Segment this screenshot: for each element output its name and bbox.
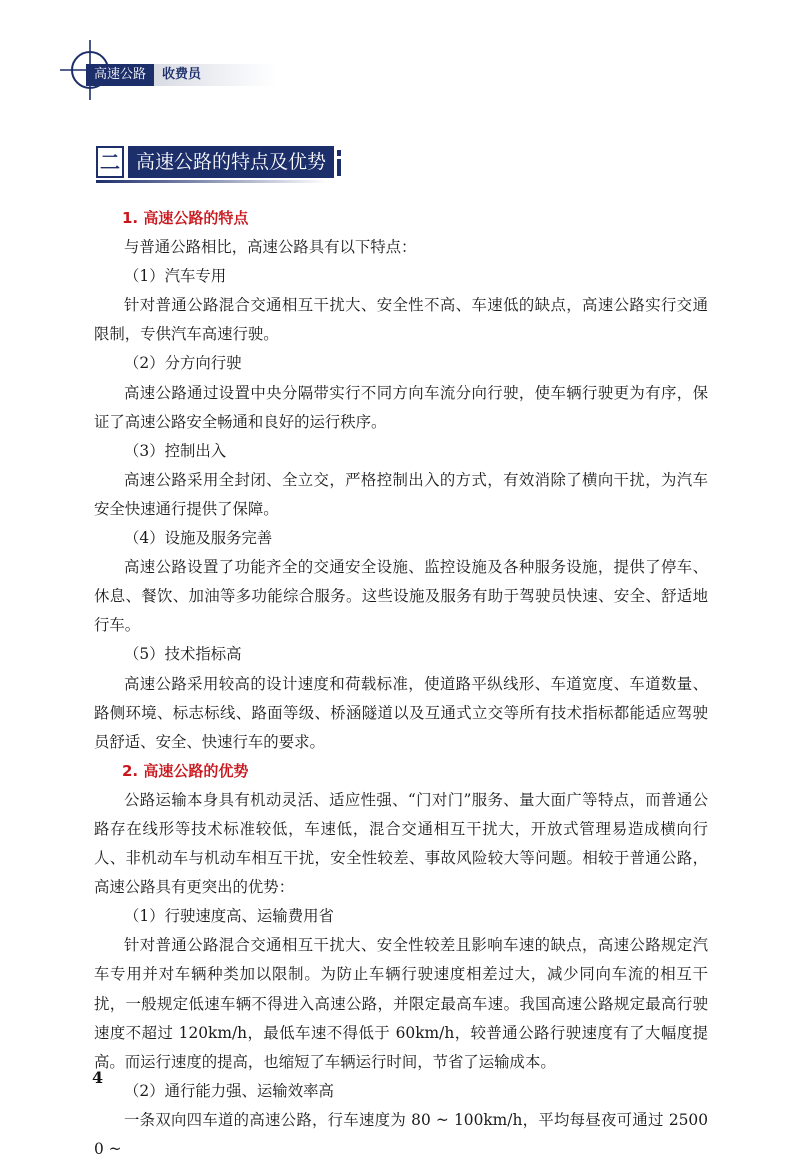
header-book-subtitle: 收费员 [154, 64, 276, 86]
paragraph: 高速公路采用全封闭、全立交，严格控制出入的方式，有效消除了横向干扰，为汽车安全快速通行提供了保障。 [94, 470, 708, 518]
section-underline [96, 180, 328, 183]
page-body [94, 204, 708, 1164]
list-item-heading: （5）技术指标高 [124, 645, 242, 664]
header-book-title: 高速公路 [86, 64, 154, 86]
paragraph: 与普通公路相比，高速公路具有以下特点： [124, 238, 417, 257]
list-item-heading: （3）控制出入 [124, 441, 227, 460]
section-title [96, 146, 345, 178]
list-item-heading: （2）分方向行驶 [124, 354, 242, 373]
subheading: 1. 高速公路的特点 [122, 209, 249, 227]
paragraph: 高速公路设置了功能齐全的交通安全设施、监控设施及各种服务设施，提供了停车、休息、餐饮、加油等多功能综合服务。这些设施及服务有助于驾驶员快速、安全、舒适地行车。 [94, 558, 708, 635]
section-title-text: 高速公路的特点及优势 [128, 146, 334, 178]
list-item-heading: （2）通行能力强、运输效率高 [124, 1081, 334, 1100]
header-bar [86, 64, 276, 86]
paragraph: 针对普通公路混合交通相互干扰大、安全性较差且影响车速的缺点，高速公路规定汽车专用并对车辆种类加以限制。为防止车辆行驶速度相差过大，减少同向车流的相互干扰，一般规定低速车辆不得进入高速公路，并限定最高车速。我国高速公路规定最高行驶速度不超过 120km/h，最低车速不得低于 60km/h，较普通公路行驶速度有了大幅度提高。而运行速度的提高，也缩短了车辆运行时间，节省了运输成本。 [94, 936, 708, 1071]
list-item-heading: （1）行驶速度高、运输费用省 [124, 907, 334, 926]
running-header [56, 30, 316, 100]
paragraph: 针对普通公路混合交通相互干扰大、安全性不高、车速低的缺点，高速公路实行交通限制，专供汽车高速行驶。 [94, 296, 708, 344]
paragraph: 公路运输本身具有机动灵活、适应性强、“门对门”服务、量大面广等特点，而普通公路存在线形等技术标准较低，车速低，混合交通相互干扰大，开放式管理易造成横向行人、非机动车与机动车相互干扰，安全性较差、事故风险较大等问题。相较于普通公路，高速公路具有更突出的优势： [94, 790, 708, 897]
page-number: 4 [92, 1068, 104, 1087]
paragraph: 高速公路通过设置中央分隔带实行不同方向车流分向行驶，使车辆行驶更为有序，保证了高速公路安全畅通和良好的运行秩序。 [94, 383, 708, 431]
section-decoration [337, 146, 345, 178]
paragraph: 高速公路采用较高的设计速度和荷载标准，使道路平纵线形、车道宽度、车道数量、路侧环境、标志标线、路面等级、桥涵隧道以及互通式立交等所有技术指标都能适应驾驶员舒适、安全、快速行车的要求。 [94, 674, 708, 751]
paragraph: 一条双向四车道的高速公路，行车速度为 80 ~ 100km/h，平均每昼夜可通过 25000 ~ [94, 1110, 708, 1158]
subheading: 2. 高速公路的优势 [122, 761, 249, 780]
list-item-heading: （4）设施及服务完善 [124, 529, 273, 548]
section-number: 二 [96, 146, 124, 178]
list-item-heading: （1）汽车专用 [124, 267, 227, 286]
